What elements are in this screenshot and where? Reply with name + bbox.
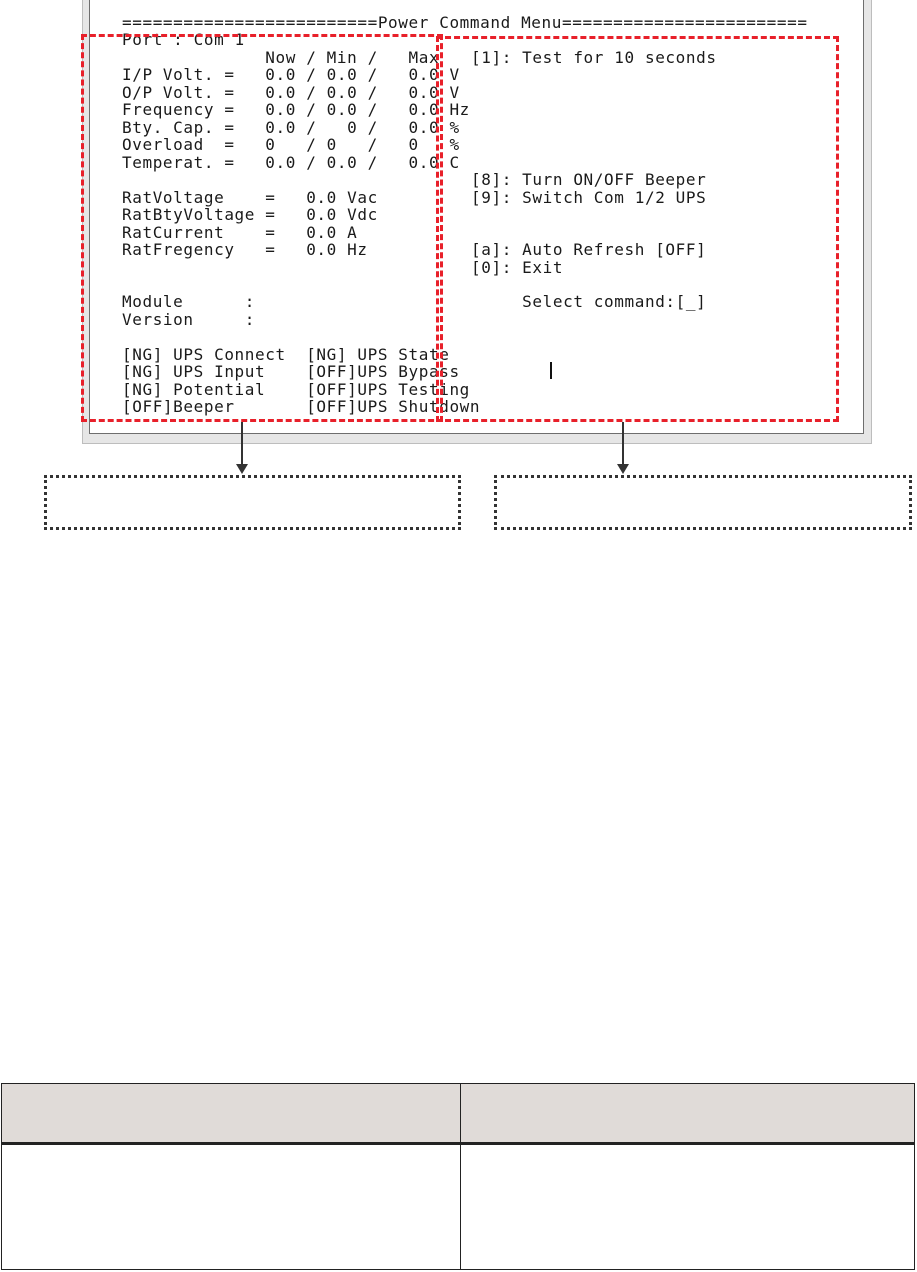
table-cell	[461, 1144, 915, 1270]
command-prompt[interactable]: Select command:[_]	[471, 292, 707, 311]
command-exit[interactable]: [0]: Exit	[471, 258, 564, 277]
status-line-potential: [NG] Potential [OFF]UPS Testing	[122, 380, 470, 399]
frequency-line: Frequency = 0.0 / 0.0 / 0.0 Hz	[122, 100, 470, 119]
description-table	[1, 1083, 915, 1270]
status-line-input: [NG] UPS Input [OFF]UPS Bypass	[122, 362, 460, 381]
rated-voltage-line: RatVoltage = 0.0 Vac	[122, 188, 378, 207]
table-header-cell	[2, 1084, 461, 1144]
left-region-highlight	[81, 34, 443, 422]
column-header-line: Now / Min / Max	[122, 48, 440, 67]
left-arrow-line	[241, 422, 243, 465]
rated-current-line: RatCurrent = 0.0 A	[122, 223, 358, 242]
left-arrow-head	[236, 464, 248, 474]
left-callout-box	[44, 475, 461, 530]
table-row	[2, 1144, 915, 1270]
table-header-cell	[461, 1084, 915, 1144]
table-header-row	[2, 1084, 915, 1144]
command-auto-refresh[interactable]: [a]: Auto Refresh [OFF]	[471, 240, 707, 259]
command-switch-com[interactable]: [9]: Switch Com 1/2 UPS	[471, 188, 707, 207]
version-line: Version :	[122, 310, 256, 329]
module-line: Module :	[122, 292, 256, 311]
status-line-connect: [NG] UPS Connect [NG] UPS State	[122, 345, 450, 364]
right-callout-box	[494, 475, 912, 530]
right-arrow-head	[617, 464, 629, 474]
right-region-highlight	[436, 36, 839, 422]
overload-line: Overload = 0 / 0 / 0 %	[122, 135, 460, 154]
rated-frequency-line: RatFregency = 0.0 Hz	[122, 240, 368, 259]
rated-battery-voltage-line: RatBtyVoltage = 0.0 Vdc	[122, 205, 378, 224]
menu-title-line: =========================Power Command Menu========================	[122, 13, 808, 32]
temperature-line: Temperat. = 0.0 / 0.0 / 0.0 C	[122, 153, 460, 172]
output-voltage-line: O/P Volt. = 0.0 / 0.0 / 0.0 V	[122, 83, 460, 102]
status-line-beeper: [OFF]Beeper [OFF]UPS Shutdown	[122, 397, 481, 416]
table-cell	[2, 1144, 461, 1270]
input-voltage-line: I/P Volt. = 0.0 / 0.0 / 0.0 V	[122, 65, 460, 84]
command-test[interactable]: [1]: Test for 10 seconds	[471, 48, 717, 67]
port-line: Port : Com 1	[122, 30, 245, 49]
battery-capacity-line: Bty. Cap. = 0.0 / 0 / 0.0 %	[122, 118, 460, 137]
right-arrow-line	[622, 422, 624, 465]
command-beeper[interactable]: [8]: Turn ON/OFF Beeper	[471, 170, 707, 189]
